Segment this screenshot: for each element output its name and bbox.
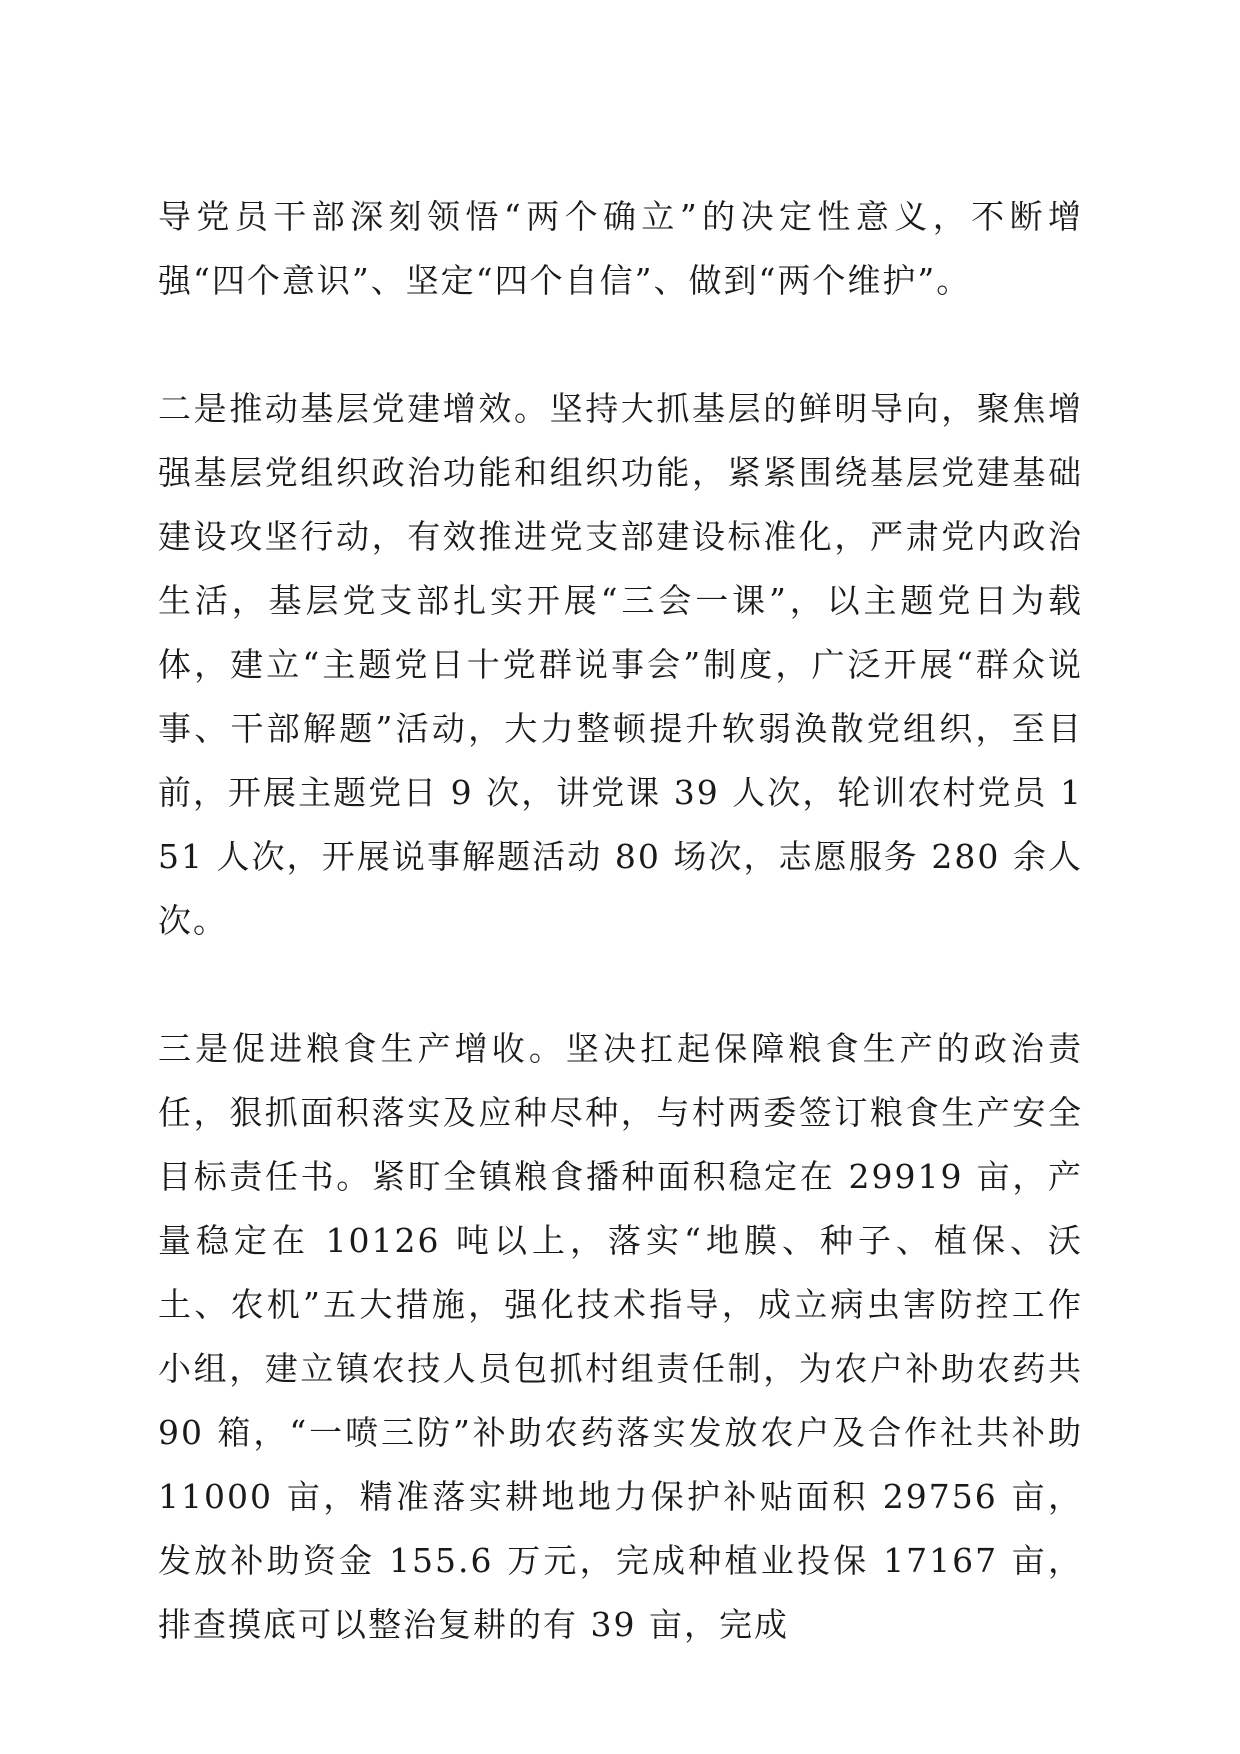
paragraph-grain-production: 三是促进粮食生产增收。坚决扛起保障粮食生产的政治责任，狠抓面积落实及应种尽种，与村两委签订粮食生产安全目标责任书。紧盯全镇粮食播种面积稳定在 29919 亩，产量稳定在 10126 吨以上，落实“地膜、种子、植保、沃土、农机”五大措施，强化技术指导，成立病虫害防控工作小组，建立镇农技人员包抓村组责任制，为农户补助农药共 90 箱，“一喷三防”补助农药落实发放农户及合作社共补助 11000 亩，精准落实耕地地力保护补贴面积 29756 亩，发放补助资金 155.6 万元，完成种植业投保 17167 亩，排查摸底可以整治复耕的有 39 亩，完成 bbox=[158, 1029, 1083, 1644]
paragraph-party-building: 二是推动基层党建增效。坚持大抓基层的鲜明导向，聚焦增强基层党组织政治功能和组织功能，紧紧围绕基层党建基础建设攻坚行动，有效推进党支部建设标准化，严肃党内政治生活，基层党支部扎实开展“三会一课”，以主题党日为载体，建立“主题党日十党群说事会”制度，广泛开展“群众说事、干部解题”活动，大力整顿提升软弱涣散党组织，至目前，开展主题党日 9 次，讲党课 39 人次，轮训农村党员 151 人次，开展说事解题活动 80 场次，志愿服务 280 余人次。 bbox=[158, 389, 1083, 940]
document-body bbox=[158, 185, 1083, 1721]
paragraph-continuation: 导党员干部深刻领悟“两个确立”的决定性意义，不断增强“四个意识”、坚定“四个自信”、做到“两个维护”。 bbox=[158, 197, 1083, 300]
